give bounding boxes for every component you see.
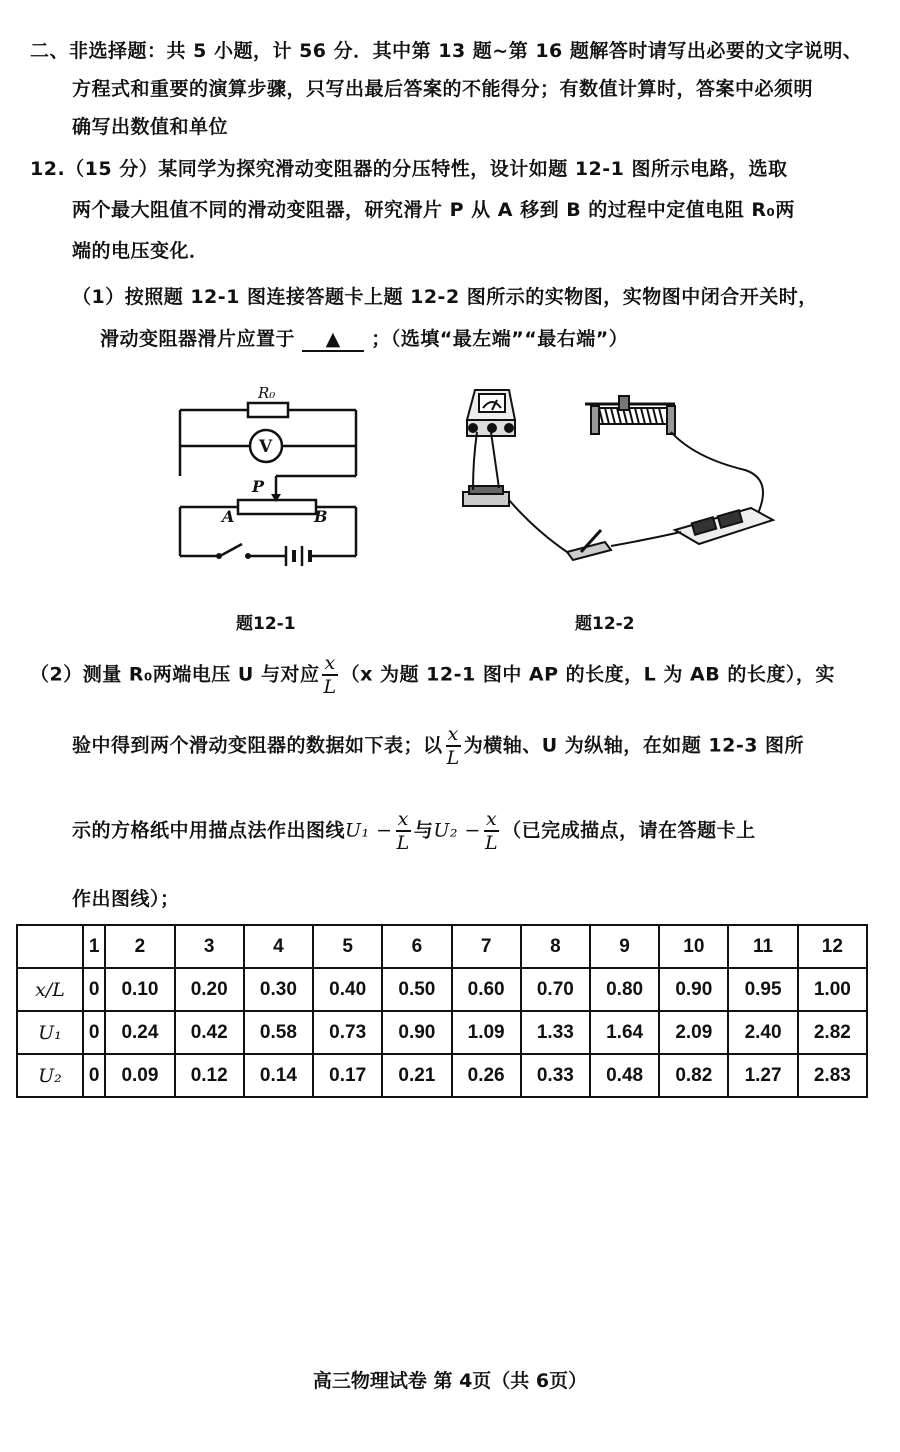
- table-cell: 0.95: [728, 968, 797, 1011]
- table-row: [17, 1011, 867, 1054]
- table-cell: 0.70: [521, 968, 590, 1011]
- part1-text-a: 滑动变阻器滑片应置于: [100, 328, 296, 350]
- table-cell: 0.40: [313, 968, 382, 1011]
- answer-blank-mark: ▲: [325, 328, 341, 350]
- table-cell: 0.58: [244, 1011, 313, 1054]
- fraction-x-over-l: $\frac{x}{L}$: [323, 652, 337, 698]
- table-row: [17, 968, 867, 1011]
- table-header-cell: 5: [313, 925, 382, 968]
- table-cell: 2.83: [798, 1054, 867, 1097]
- table-header-cell: 9: [590, 925, 659, 968]
- table-cell: 0.26: [452, 1054, 521, 1097]
- table-cell: 0.48: [590, 1054, 659, 1097]
- table-cell: 0.90: [659, 968, 728, 1011]
- table-cell: 0.09: [105, 1054, 174, 1097]
- page-footer: 高三物理试卷 第 4页（共 6页）: [312, 1370, 588, 1392]
- table-cell: 0.90: [382, 1011, 451, 1054]
- u1-symbol: U₁ −: [345, 819, 393, 842]
- part1-line-1: （1）按照题 12-1 图连接答题卡上题 12-2 图所示的实物图，实物图中闭合开关时，: [72, 286, 818, 308]
- apparatus-drawing: [455, 380, 785, 570]
- part2-text-1a: （2）测量 R₀两端电压 U 与对应: [30, 663, 320, 686]
- table-cell: 0.60: [452, 968, 521, 1011]
- table-cell: 0: [83, 1054, 105, 1097]
- figure-12-1-caption: 题12-1: [236, 614, 296, 634]
- table-header-cell: 1: [83, 925, 105, 968]
- fraction-x-over-l: $\frac{x}{L}$: [396, 808, 410, 854]
- table-cell: 0: [83, 968, 105, 1011]
- table-cell: 0.80: [590, 968, 659, 1011]
- table-row-label: U₁: [17, 1011, 83, 1054]
- table-cell: 2.40: [728, 1011, 797, 1054]
- table-header-cell: 11: [728, 925, 797, 968]
- label-b: B: [314, 507, 328, 526]
- table-header-cell: 10: [659, 925, 728, 968]
- figure-12-2-caption: 题12-2: [575, 614, 635, 634]
- table-cell: 2.82: [798, 1011, 867, 1054]
- table-cell: 0.12: [175, 1054, 244, 1097]
- part2-text-2b: 为横轴、U 为纵轴，在如题 12-3 图所: [463, 734, 805, 757]
- table-cell: 0.33: [521, 1054, 590, 1097]
- question-intro-line-3: 端的电压变化．: [72, 240, 209, 262]
- part2-text-3mid: 与: [413, 819, 434, 842]
- table-cell: 0.50: [382, 968, 451, 1011]
- question-intro-line-2: 两个最大阻值不同的滑动变阻器，研究滑片 P 从 A 移到 B 的过程中定值电阻 R₀两: [72, 199, 795, 221]
- label-p: P: [252, 477, 265, 496]
- part2-line-3: [72, 808, 756, 854]
- table-cell: 1.00: [798, 968, 867, 1011]
- section-heading-line-3: 确写出数值和单位: [72, 116, 229, 138]
- table-header-row: [17, 925, 867, 968]
- table-cell: 1.09: [452, 1011, 521, 1054]
- table-cell: 0.82: [659, 1054, 728, 1097]
- table-cell: 0.10: [105, 968, 174, 1011]
- label-r0: R₀: [258, 384, 276, 402]
- table-row: [17, 1054, 867, 1097]
- label-a: A: [222, 507, 235, 526]
- circuit-diagram: [170, 376, 370, 576]
- fraction-x-over-l: $\frac{x}{L}$: [446, 723, 460, 769]
- question-intro-line-1: 12.（15 分）某同学为探究滑动变阻器的分压特性，设计如题 12-1 图所示电路，选取: [30, 158, 788, 180]
- table-cell: 0.20: [175, 968, 244, 1011]
- table-cell: 0: [83, 1011, 105, 1054]
- table-header-cell: 7: [452, 925, 521, 968]
- fraction-x-over-l: $\frac{x}{L}$: [484, 808, 499, 854]
- table-cell: 0.17: [313, 1054, 382, 1097]
- table-header-cell: 6: [382, 925, 451, 968]
- table-header-cell: 8: [521, 925, 590, 968]
- section-heading-line-2: 方程式和重要的演算步骤，只写出最后答案的不能得分；有数值计算时，答案中必须明: [72, 78, 814, 100]
- table-header-cell: 12: [798, 925, 867, 968]
- table-cell: 0.73: [313, 1011, 382, 1054]
- table-header-cell: 3: [175, 925, 244, 968]
- table-cell: 1.64: [590, 1011, 659, 1054]
- part2-text-3a: 示的方格纸中用描点法作出图线: [72, 819, 346, 842]
- part2-line-2: [72, 723, 804, 769]
- table-cell: 0.14: [244, 1054, 313, 1097]
- part2-text-1b: （x 为题 12-1 图中 AP 的长度，L 为 AB 的长度），实: [340, 663, 835, 686]
- table-cell: 0.21: [382, 1054, 451, 1097]
- u2-symbol: U₂ −: [433, 819, 481, 842]
- table-corner-cell: [17, 925, 83, 968]
- part2-text-3b: （已完成描点，请在答题卡上: [502, 819, 756, 842]
- part1-text-b: ；（选填“最左端”“最右端”）: [371, 328, 629, 350]
- answer-blank: [302, 328, 364, 352]
- part2-line-4: 作出图线）；: [72, 888, 180, 910]
- section-heading-line-1: 二、非选择题：共 5 小题，计 56 分．其中第 13 题~第 16 题解答时请写出必要的文字说明、: [30, 40, 863, 62]
- data-table: [16, 924, 868, 1098]
- table-cell: 0.42: [175, 1011, 244, 1054]
- table-cell: 0.24: [105, 1011, 174, 1054]
- part1-line-2: [100, 324, 628, 352]
- table-header-cell: 4: [244, 925, 313, 968]
- table-cell: 2.09: [659, 1011, 728, 1054]
- table-header-cell: 2: [105, 925, 174, 968]
- part2-line-1: [30, 652, 835, 698]
- table-row-label: x/L: [17, 968, 83, 1011]
- table-cell: 0.30: [244, 968, 313, 1011]
- part2-text-2a: 验中得到两个滑动变阻器的数据如下表；以: [72, 734, 443, 757]
- table-cell: 1.27: [728, 1054, 797, 1097]
- table-cell: 1.33: [521, 1011, 590, 1054]
- label-voltmeter: V: [259, 437, 273, 457]
- table-row-label: U₂: [17, 1054, 83, 1097]
